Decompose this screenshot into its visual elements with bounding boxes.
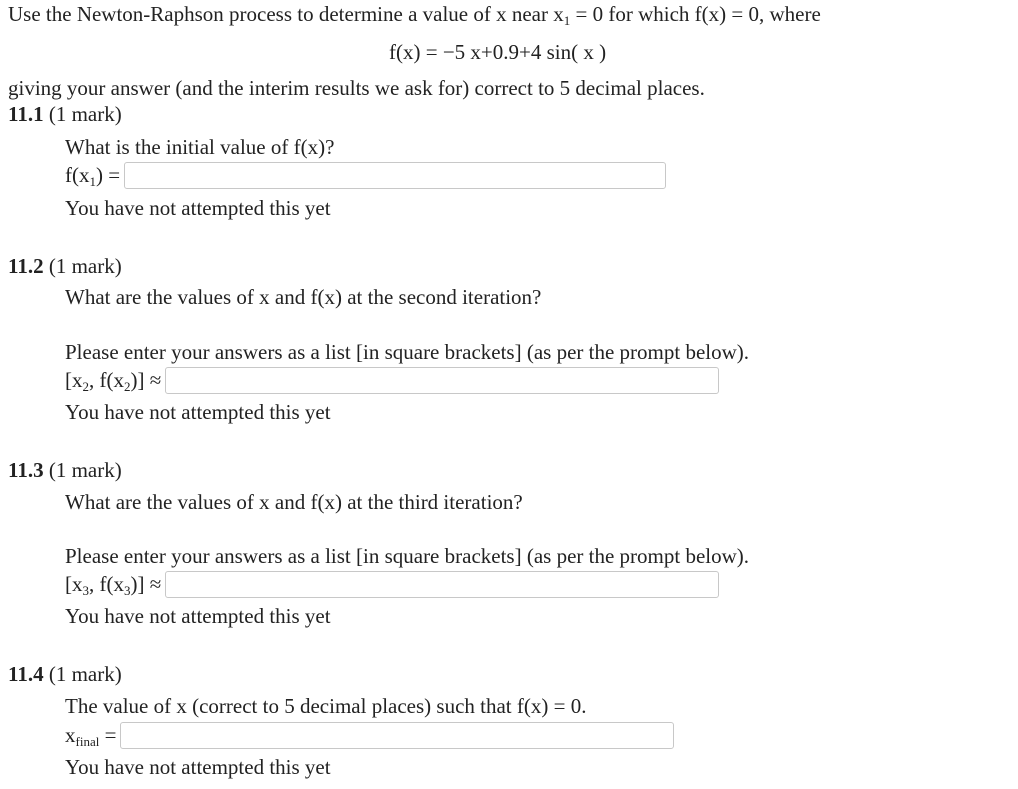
answer-label-f-x1: $f(x_1)$ = [65,162,121,189]
answer-label-x-final: $x_{final}$ = [65,722,117,749]
question-11-2-header: 11.2 (1 mark) [8,254,122,278]
question-11-4-prompt: The value of x (correct to 5 decimal places) such that f(x) = 0. [65,694,587,718]
question-11-3-answer-row [65,571,719,598]
question-11-4-status: You have not attempted this yet [65,755,331,779]
question-11-3-status: You have not attempted this yet [65,604,331,628]
answer-input-11-2[interactable] [165,367,719,394]
question-11-1-status: You have not attempted this yet [65,196,331,220]
question-11-1-answer-row [65,162,666,189]
answer-input-11-3[interactable] [165,571,719,598]
answer-input-11-4[interactable] [120,722,674,749]
answer-label-x3-fx3: [$x_3$, $f(x_3)$] ≈ [65,571,162,598]
question-11-4-header: 11.4 (1 mark) [8,662,122,686]
question-11-3-prompt: What are the values of x and f(x) at the third iteration? [65,490,523,514]
question-11-3-header: 11.3 (1 mark) [8,458,122,482]
problem-statement: Use the Newton-Raphson process to determine a value of x near $x_1 = 0$ for which f(x) = 0, where [8,2,821,28]
question-11-2-instruction: Please enter your answers as a list [in square brackets] (as per the prompt below). [65,340,750,364]
answer-label-x2-fx2: [$x_2$, $f(x_2)$] ≈ [65,367,162,394]
precision-instruction: giving your answer (and the interim results we ask for) correct to 5 decimal places. [8,76,705,100]
question-11-4-answer-row [65,722,674,749]
question-11-2-answer-row [65,367,719,394]
question-11-1-prompt: What is the initial value of f(x)? [65,135,335,159]
question-11-3-instruction: Please enter your answers as a list [in square brackets] (as per the prompt below). [65,544,750,568]
question-11-2-status: You have not attempted this yet [65,400,331,424]
function-formula: f(x) = −5 x+0.9+4 sin( x ) [389,40,607,64]
answer-input-11-1[interactable] [124,162,666,189]
question-11-1-header: 11.1 (1 mark) [8,102,122,126]
question-11-2-prompt: What are the values of x and f(x) at the second iteration? [65,285,542,309]
